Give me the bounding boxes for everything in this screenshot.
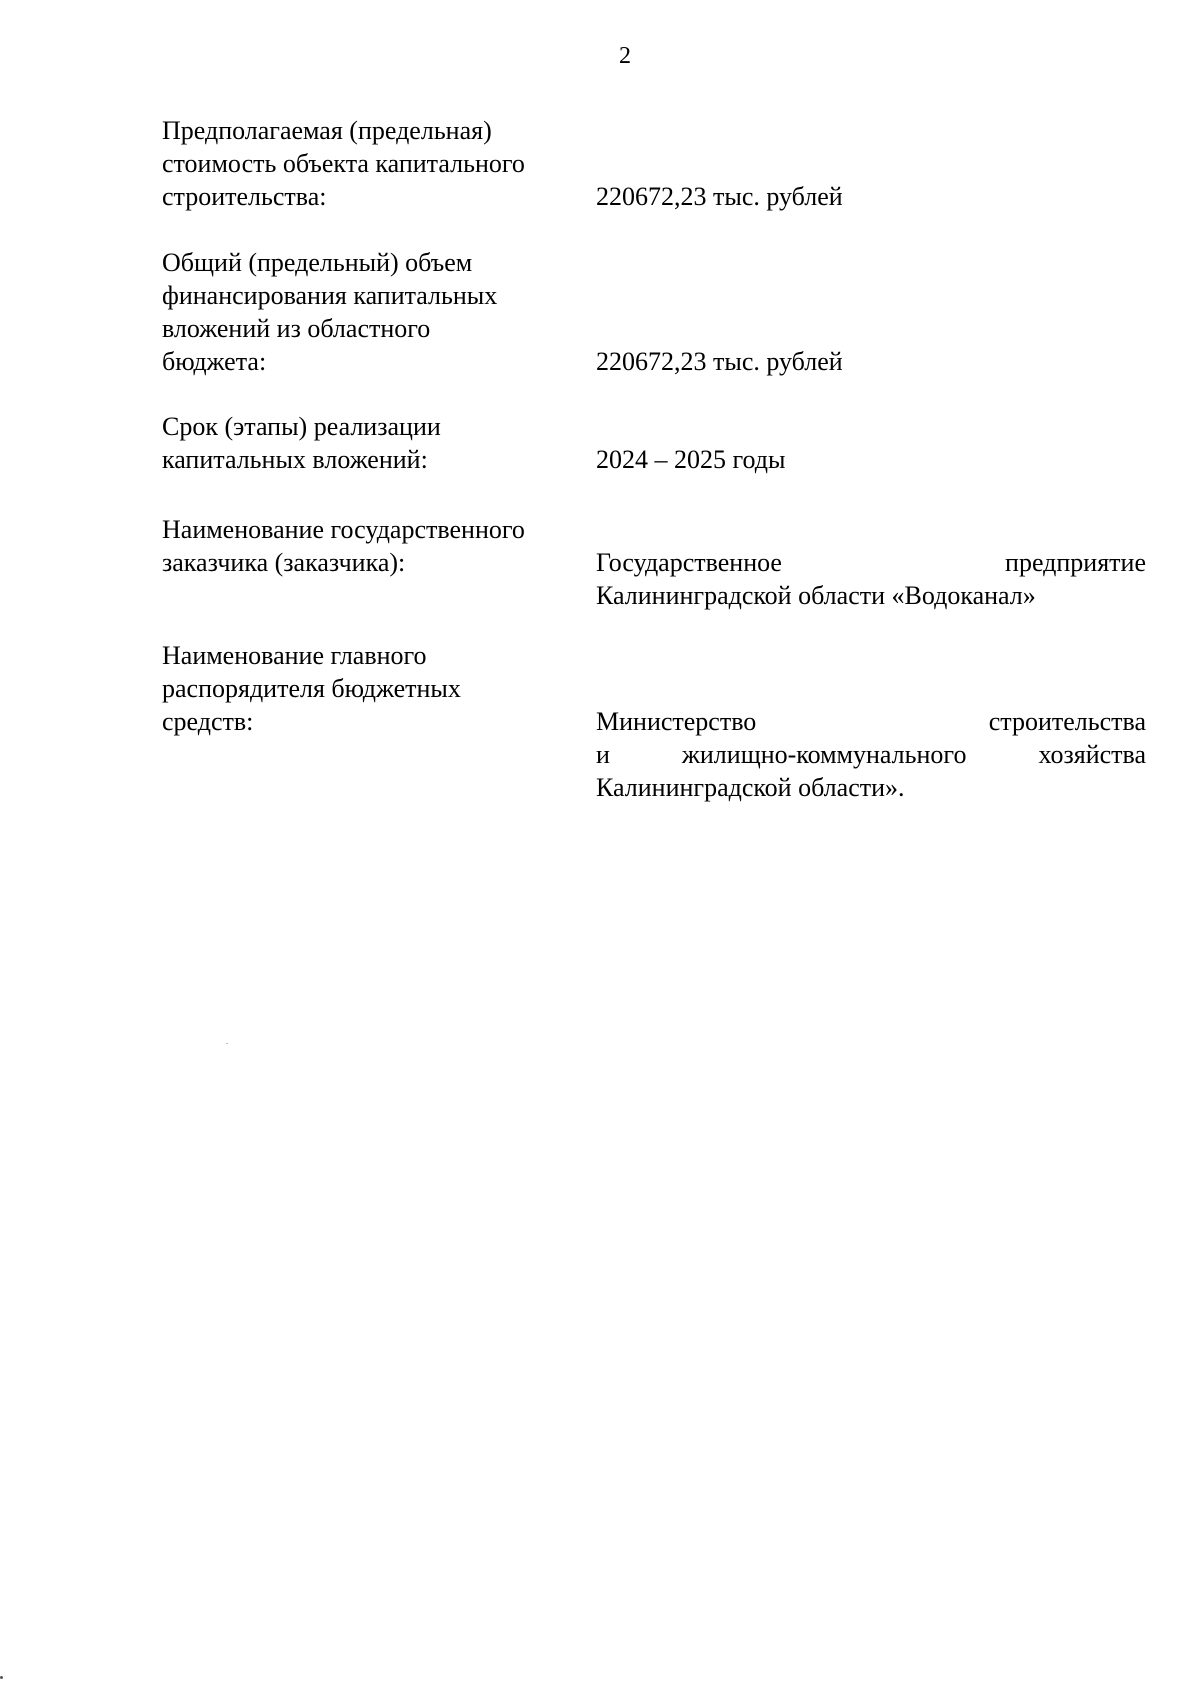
field-label: Предполагаемая (предельная) стоимость объекта капитального строительства:: [162, 116, 525, 211]
field-value-line: и жилищно-коммунального хозяйства: [596, 740, 1146, 769]
field-value: [596, 180, 1146, 213]
field-value-line: Калининградской области «Водоканал»: [596, 581, 1036, 610]
field-value-line: 2024 – 2025 годы: [596, 445, 786, 474]
field-value: [596, 546, 1146, 612]
field-label: Срок (этапы) реализации капитальных вложений:: [162, 412, 441, 474]
field-value: [596, 443, 1146, 476]
field-value-line: Министерство строительства: [596, 707, 1146, 736]
field-value-line: 220672,23 тыс. рублей: [596, 347, 843, 376]
scan-speck: [226, 1043, 228, 1044]
field-value-line: Калининградской области».: [596, 773, 905, 802]
field-value: [596, 705, 1146, 804]
field-value: [596, 345, 1146, 378]
page-number: 2: [619, 43, 631, 69]
scan-edge-mark: [0, 1676, 3, 1679]
field-label: Наименование государственного заказчика (заказчика):: [162, 515, 525, 577]
field-value-line: 220672,23 тыс. рублей: [596, 182, 843, 211]
field-label: Наименование главного распорядителя бюджетных средств:: [162, 641, 461, 736]
field-value-line: Государственное предприятие: [596, 548, 1146, 577]
field-label: Общий (предельный) объем финансирования капитальных вложений из областного бюджета:: [162, 248, 498, 376]
